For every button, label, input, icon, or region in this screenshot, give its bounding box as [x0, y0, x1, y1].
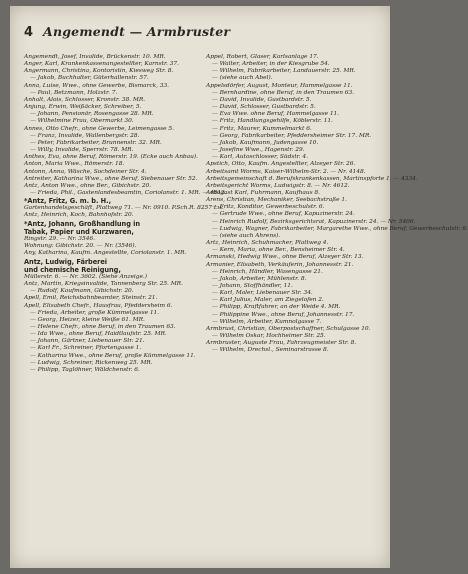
directory-entry: Armbrust, Christian, Oberpostschaffner, Schulgasse 10.	[206, 325, 371, 332]
directory-entry: — Wilhelm, Fabrikarbeiter, Landauerstr. 25. MR.	[212, 68, 356, 75]
page-header	[24, 24, 376, 42]
directory-entry: Antonn, Anna, Wäsche, Sochdeiner Str. 4.	[24, 168, 147, 175]
directory-entry: — (siehe auch Ahrens).	[212, 232, 281, 239]
directory-entry: — Philippine Wwe., ohne Beruf, Johannesstr. 17.	[212, 311, 355, 318]
directory-entry: Müllerstr. 6. — Nr. 3602. (Siehe Anzeige.)	[24, 273, 147, 280]
directory-entry: Apell, Elisabeth Chefr., Hausfrau, Pfeddersheim 6.	[24, 302, 173, 309]
directory-entry: Any, Katharina, Kaufm. Angestellte, Coriolanstr. 1. MR.	[24, 250, 187, 257]
directory-entry: — Josefine Wwe., Hagenstr. 29.	[212, 147, 305, 154]
directory-entry: — Karl Julius, Maler, am Ziegelofen 2.	[212, 297, 324, 304]
directory-entry: — Franz, Invalide, Wallenbergstr. 28.	[30, 132, 140, 139]
directory-entry: — Eva Wwe. ohne Beruf, Hammelgasse 11.	[212, 111, 340, 118]
directory-entry: Angemendt, Josef, Invalide, Brückenstr. 10. MR.	[24, 54, 166, 60]
directory-entry: — Kern, Maria, ohne Ber., Bensheimer Str. 4.	[212, 247, 345, 254]
directory-entry: — Jakob, Arbeiter, Mühlenstr. 8.	[212, 275, 307, 282]
directory-entry: Appel, Robert, Glaser, Karlsanlage 17.	[206, 54, 319, 60]
directory-entry: — Johann, Gärtner, Liebenauer Str. 21.	[30, 338, 145, 345]
directory-entry: — Johann, Pensionär, Rosengasse 28. MR.	[30, 111, 154, 118]
directory-entry: Gartenhandelsgeschäft, Plattweg 71. — Nr. 0910. P.Sch.R. 8257 Lw.	[24, 205, 224, 212]
directory-entry: Appelsdörfer, August, Monteur, Hammelgasse 11.	[206, 82, 353, 89]
directory-entry: Arbogast Karl, Fuhrmann, Kaufhaus 8.	[206, 189, 320, 196]
directory-entry: — David, Schlosser, Gustbardstr. 5.	[212, 104, 316, 111]
left-column	[24, 54, 227, 562]
directory-entry: Armanski, Hedwig Wwe., ohne Beruf, Alzeyer Str. 13.	[206, 254, 364, 261]
directory-entry: — Heinrich Rudolf, Bezirksgerichtsrat, Kapuzinerstr. 24. — Nr. 5406.	[212, 218, 416, 225]
directory-entry: Anhalt, Alois, Schlosser, Kronstr. 38. MR.	[24, 96, 146, 103]
directory-entry: — David, Invalide, Gustbardstr. 5.	[212, 96, 312, 103]
directory-entry: — Karl, Maler, Liebenauer Str. 34.	[212, 290, 313, 297]
directory-entry: — Walter, Arbeiter, in der Kiesgrube 54.	[212, 61, 330, 68]
directory-entry: — Paul, Betzmann, Holzstr. 7.	[30, 89, 118, 96]
directory-entry: — Karl, Autoschlosser, Südstr. 4.	[212, 154, 308, 161]
directory-entry: — Wilhelm Oskar, Hochheimer Str. 25.	[212, 333, 326, 340]
directory-entry: Anthes, Eva, ohne Beruf, Römerstr. 19. (Ecke auch Anbau).	[24, 154, 198, 161]
directory-entry: — Willy, Invalide, Sperrstr. 78. MR.	[30, 147, 134, 154]
directory-entry: Arbeitsgericht Worms, Ludwigstr. 8. — Nr. 4612.	[206, 182, 350, 189]
directory-entry: Anjung, Erwin, Weißäcker, Schreiber, 5.	[24, 104, 142, 111]
directory-entry: Artz, Heinrich, Schuhmacher, Plattweg 4.	[206, 240, 329, 247]
directory-page	[10, 6, 468, 568]
directory-entry: Tabak, Papier und Kurzwaren,	[24, 227, 134, 236]
entry-columns	[24, 54, 468, 562]
running-head: Angemendt — Armbruster	[43, 24, 231, 39]
directory-entry: — Rudolf, Kaufmann, Gibichstr. 20.	[30, 288, 134, 295]
directory-entry: — (siehe auch Abel).	[212, 75, 273, 82]
directory-entry: Arbeitsgemeinschaft d. Berufskrankenkassen, Martinspforte 1. — 4334.	[206, 175, 418, 182]
directory-entry: — Philipp, Kraftfahrer, an der Weide 4. MR.	[212, 304, 341, 311]
directory-entry: — Wilhelm, Arbeiter, Kumnolgasse 7.	[212, 318, 322, 325]
directory-entry: — Fritz, Konditor, Gewerbeschulstr. 6.	[212, 204, 325, 211]
right-column	[206, 54, 468, 562]
directory-entry: Antz, Martin, Kriegsinvalide, Tannenberg Str. 25. MR.	[24, 281, 183, 288]
directory-entry: — Fritz, Maurer, Kummelmarkt 6.	[212, 125, 312, 132]
directory-entry: — Helene Chefr., ohne Beruf, in den Traumen 63.	[30, 324, 176, 331]
directory-entry: — Ludwig, Schreiner, Rickenweg 25. MR.	[30, 359, 153, 366]
directory-entry: und chemische Reinigung,	[24, 265, 121, 274]
directory-entry: — Wilhelm, Drechsl., Seminarstrasse 8.	[212, 347, 329, 354]
directory-entry: Wohnung: Gibichstr. 20. — Nr. (3546).	[24, 243, 137, 250]
directory-entry: Antz, Ludwig, Färberei	[24, 257, 107, 266]
directory-entry: Annes, Otto Chefr., ohne Gewerbe, Leimengasse 5.	[24, 125, 174, 132]
directory-entry: — Jakob, Kaufmann, Judengasse 10.	[212, 139, 319, 146]
directory-entry: — Wilhelmine Frau, Obermarkt 30.	[30, 118, 134, 125]
directory-entry: Apstich, Otto, Kaufm. Angestellter, Alzeyer Str. 26.	[206, 161, 356, 168]
directory-entry: — Fritz, Handlungsgehilfe, Köblerstr. 11.	[212, 118, 333, 125]
directory-entry: Arbeitsamt Worms, Kaiser-Wilhelm-Str. 2. — Nr. 4148.	[206, 168, 366, 175]
directory-entry: Arens, Christian, Mechaniker, Seebachstraße 1.	[206, 197, 347, 204]
directory-entry: Antreiter, Katharina Wwe., ohne Beruf, Siebenauer Str. 52.	[24, 175, 198, 182]
directory-entry: — Gertrude Wwe., ohne Beruf, Kapuzinerstr. 24.	[212, 211, 355, 218]
directory-entry: — Ida Wwe., ohne Beruf, Haidtlaufstr. 25. MR.	[30, 331, 167, 338]
directory-entry: — Bernhardine, ohne Beruf, in den Traumen 63.	[212, 89, 355, 96]
directory-entry: Apell, Emil, Reichsbahnbeamter, Steinstr. 21.	[24, 295, 158, 302]
directory-entry: Angermann, Christina, Kontoristin, Kiesweg Str. 8.	[24, 68, 174, 75]
directory-entry: — Heinrich, Händler, Wasengasse 21.	[212, 268, 323, 275]
directory-entry: Antz, Anton Wwe., ohne Ber., Gibichstr. 20.	[24, 182, 152, 189]
directory-entry: Anna, Luise, Wwe., ohne Gewerbe, Bismarck, 33.	[24, 82, 170, 89]
directory-entry: — Johann, Stoffhändler, 11.	[212, 283, 293, 289]
directory-entry: Anton, Maria Wwe., Römerstr. 18.	[24, 161, 125, 168]
directory-entry: — Jakob, Buchhalter, Güterhallenstr. 57.	[30, 75, 149, 82]
directory-entry: Armbruster, Auguste Frau, Fahrzeugmeister Str. 8.	[206, 340, 357, 347]
directory-entry: — Georg, Fabrikarbeiter, Pfeddersheimer Str. 17. MR.	[212, 132, 372, 139]
directory-entry: — Georg, Heizer, kleine Weiße 61. MR.	[30, 316, 145, 323]
directory-entry: Armanier, Elisabeth, Verkäuferin, Johannesstr. 21.	[206, 261, 354, 268]
directory-entry: — Katharina Wwe., ohne Beruf, große Kümmelgasse 11.	[30, 352, 196, 359]
directory-entry: — Philipp, Taglöhner, Wäldchenstr. 6.	[30, 366, 140, 373]
directory-entry: Anger, Karl, Krankenkassenangestellter, Karnstr. 37.	[24, 61, 179, 68]
directory-entry: — Frieda, Arbeiter, große Kümmelgasse 11.	[30, 309, 160, 316]
directory-entry: — Frieda, Phil., Gastenlandesbeamtin, Coriolanstr. 1. MR. — 4812.	[30, 189, 227, 196]
directory-entry: — Karl Fr., Schreiner, Pfortengasse 1.	[30, 345, 142, 352]
directory-entry: — Ludwig, Wagner, Fabrikarbeiter, Margarethe Wwe., ohne Beruf, Gewerbeschulstr. 6.	[212, 225, 468, 232]
directory-entry: *Antz, Johann, Großhandlung in	[24, 219, 140, 228]
directory-entry: Antz, Heinrich, Koch, Bahnhofstr. 20.	[24, 212, 134, 219]
page-number: 4	[24, 25, 34, 40]
directory-entry: *Antz, Fritz, G. m. b. H.,	[24, 197, 112, 206]
directory-entry: — Peter, Fabrikarbeiter, Brunnenstr. 32. MR.	[30, 139, 162, 146]
directory-entry: Ringstr. 29. — Nr. 3546.	[24, 236, 95, 243]
